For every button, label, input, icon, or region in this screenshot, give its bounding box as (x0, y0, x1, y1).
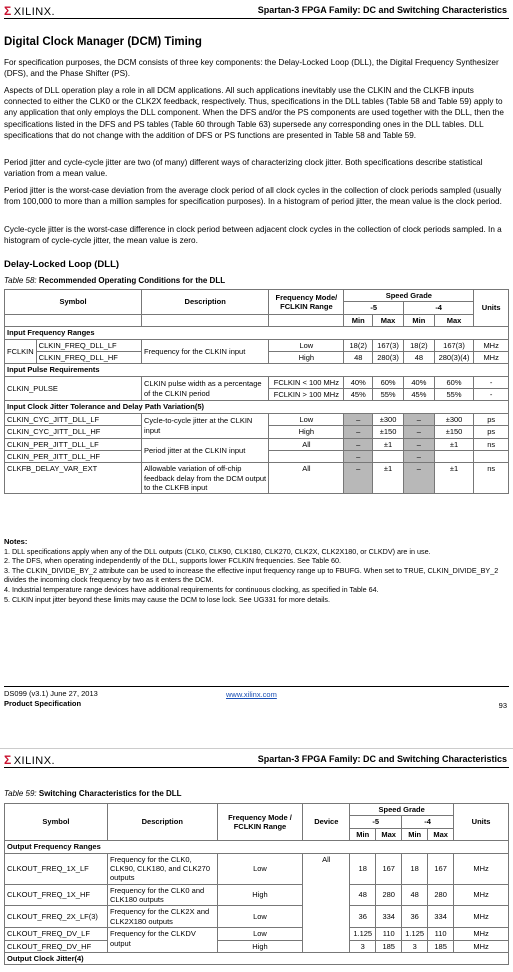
table-row: CLKOUT_FREQ_1X_LF Frequency for the CLK0, CLK90, CLK180, and CLK270 outputs Low All 18 167 18 167 MHz (5, 853, 509, 884)
col-units: Units (474, 290, 509, 327)
table58-notes (4, 537, 509, 604)
page-94 (0, 748, 513, 972)
note-2: 2. The DFS, when operating independently of the DLL, supports lower FCLKIN frequencies. See Table 60. (4, 556, 341, 566)
table-row: CLKOUT_FREQ_1X_HF Frequency for the CLK0 and CLK180 outputs High 48 280 48 280 MHz (5, 884, 509, 906)
table58-caption: Table 58: Recommended Operating Conditions for the DLL (4, 276, 226, 285)
xilinx-mark-icon: Σ (4, 753, 12, 767)
section-row: Input Frequency Ranges (5, 327, 509, 339)
page-header (4, 3, 509, 19)
paragraph-5: Cycle-cycle jitter is the worst-case difference in clock period between adjacent clock cycles in the collection of clock periods sampled. In a histogram of cycle-cycle jitter, the mean value is zero. (4, 225, 502, 246)
footer-rule (4, 686, 509, 687)
table-row: CLKIN_PER_JITT_DLL_HF – – (5, 450, 509, 462)
col-symbol: Symbol (5, 804, 108, 841)
table-row: CLKOUT_FREQ_DV_LF Frequency for the CLKDV output Low 1.125 110 1.125 110 MHz (5, 928, 509, 940)
section-row: Input Clock Jitter Tolerance and Delay Path Variation(5) (5, 401, 509, 413)
table-row: CLKOUT_FREQ_DV_HF High 3 185 3 185 MHz (5, 940, 509, 952)
table-row: CLKIN_PULSE CLKIN pulse width as a percentage of the CLKIN period FCLKIN < 100 MHz 40% 60% 40% 60% - (5, 376, 509, 388)
table-row: CLKIN_PER_JITT_DLL_LF Period jitter at the CLKIN input All – ±1 – ±1 ns (5, 438, 509, 450)
table-row: CLKFB_DELAY_VAR_EXT Allowable variation of off-chip feedback delay from the DCM output to the CLKFB input All – ±1 – ±1 ns (5, 463, 509, 494)
col-description: Description (107, 804, 217, 841)
header-title: Spartan-3 FPGA Family: DC and Switching Characteristics (257, 5, 507, 15)
col-speed-grade: Speed Grade (344, 290, 474, 302)
notes-title: Notes: (4, 537, 28, 546)
table59: Symbol Description Frequency Mode / FCLKIN Range Device Speed Grade Units -5 -4 Min Max Min Max Output Frequency Ranges CLKOUT_FREQ_1X_LF Frequency for the CLK0, CLK90, CLK180, and CLK270 outputs Low All 18 167 18 167 MHz CLKOUT_FREQ_1X_HF Frequency for the CLK0 and CLK180 outputs High 48 280 48 280 MHz CLKOUT_FREQ_2X_LF(3) Frequency for the CLK2X and CLK2X180 outputs Low 36 334 36 334 MHz CLKOUT_FREQ_DV_LF Frequency for the CLKDV output Low 1.125 110 1.125 110 MHz CLKOUT_FREQ_DV_HF High 3 185 3 185 MHz Output Clock Jitter(4) (4, 803, 509, 965)
xilinx-mark-icon: Σ (4, 4, 12, 18)
table-header-row (5, 290, 509, 302)
paragraph-4: Period jitter is the worst-case deviation from the average clock period of all clock cycles in the collection of clock periods sampled (usually from 100,000 to more than a million samples for specification purposes). In a histogram of period jitter, the mean value is the clock period. (4, 186, 502, 207)
table59-caption: Table 59: Switching Characteristics for the DLL (4, 789, 182, 798)
note-3: 3. The CLKIN_DIVIDE_BY_2 attribute can be used to increase the effective input frequency range up to FBUFG. When set to TRUE, CLKIN_DIVIDE_BY_2 divides the incoming clock frequency by two as it enters the DCM. (4, 565, 499, 585)
subsection-title: Delay-Locked Loop (DLL) (4, 259, 120, 270)
col-freq-mode: Frequency Mode/ FCLKIN Range (269, 290, 344, 315)
col-device: Device (303, 804, 350, 841)
col-freq-mode: Frequency Mode / FCLKIN Range (217, 804, 303, 841)
table-row: CLKIN_CYC_JITT_DLL_LF Cycle-to-cycle jitter at the CLKIN input Low – ±300 – ±300 ps (5, 413, 509, 425)
table-row: CLKIN_FREQ_DLL_HF High 48 280(3) 48 280(3)(4) MHz (5, 351, 509, 363)
page-number: 93 (498, 701, 507, 710)
note-1: 1. DLL specifications apply when any of the DLL outputs (CLK0, CLK90, CLK180, CLK270, CLK2X, CLK2X180, or CLKDV) are in use. (4, 546, 431, 556)
table-row: CLKIN_CYC_JITT_DLL_HF High – ±150 – ±150 ps (5, 426, 509, 438)
footer-doc-info: DS099 (v3.1) June 27, 2013 Product Specification (4, 689, 98, 708)
table-row: CLKOUT_FREQ_2X_LF(3) Frequency for the CLK2X and CLK2X180 outputs Low 36 334 36 334 MHz (5, 906, 509, 928)
section-row: Output Clock Jitter(4) (5, 952, 509, 964)
paragraph-1: For specification purposes, the DCM consists of three key components: the Delay-Locked Loop (DLL), the Digital Frequency Synthesizer (DFS), and the Phase Shifter (PS). (4, 58, 499, 79)
paragraph-2: Aspects of DLL operation play a role in all DCM applications. All such applications inevitably use the CLKIN and the CLKFB inputs connected to either the CLK0 or the CLK2X feedback, respectively. Thus, specifications in the DLL tables (Table 58 and Table 59) apply to any application that only employs the DLL component. When the DFS and/or the PS components are used together with the DLL, then the specifications listed in the DFS and PS tables (Table 60 through Table 63) supersede any corresponding ones in the DLL tables. DLL specifications that do not change with the addition of DFS or PS functions are presented in Table 58 and Table 59. (4, 86, 504, 140)
table-row: FCLKIN > 100 MHz 45% 55% 45% 55% - (5, 389, 509, 401)
col-speed-grade: Speed Grade (350, 804, 454, 816)
xilinx-logo: Σ XILINX. (4, 753, 56, 767)
note-4: 4. Industrial temperature range devices have additional requirements for continuous clocking, as specified in Table 64. (4, 584, 379, 594)
section-row: Output Frequency Ranges (5, 841, 509, 853)
col-symbol: Symbol (5, 290, 142, 315)
footer-url-link[interactable]: www.xilinx.com (226, 690, 277, 699)
col-description: Description (141, 290, 268, 315)
table-row: FCLKIN CLKIN_FREQ_DLL_LF Frequency for the CLKIN input Low 18(2) 167(3) 18(2) 167(3) MHz (5, 339, 509, 351)
xilinx-logo: Σ XILINX. (4, 4, 56, 18)
paragraph-3: Period jitter and cycle-cycle jitter are two (of many) different ways of characterizing clock jitter. Both specifications describe statistical variation from a mean value. (4, 158, 483, 179)
page-header (4, 752, 509, 768)
header-title: Spartan-3 FPGA Family: DC and Switching Characteristics (257, 754, 507, 764)
note-5: 5. CLKIN input jitter beyond these limits may cause the DCM to lose lock. See UG331 for more details. (4, 594, 330, 604)
table58: Symbol Description Frequency Mode/ FCLKIN Range Speed Grade Units -5 -4 Min Max Min Max Input Frequency Ranges FCLKIN CLKIN_FREQ_DLL_LF Frequency for the CLKIN input Low 18(2) 167(3) 18(2) 167(3) MHz CLKIN_FREQ_DLL_HF High 48 280(3) 48 280(3)(4) MHz Input Pulse Requirements CLKIN_PULSE CLKIN pulse width as a percentage of the CLKIN period FCLKIN < 100 MHz 40% 60% 40% 60% - FCLKIN > 100 MHz 45% 55% 45% 55% - Input Clock Jitter Tolerance and Delay Path Variation(5) CLKIN_CYC_JITT_DLL_LF Cycle-to-cycle jitter at the CLKIN input Low – ±300 – ±300 ps CLKIN_CYC_JITT_DLL_HF High – ±150 – ±150 ps CLKIN_PER_JITT_DLL_LF Period jitter at the CLKIN input All – ±1 – ±1 ns CLKIN_PER_JITT_DLL_HF – – CLKFB_DELAY_VAR_EXT Allowable variation of off-chip feedback delay from the DCM output to the CLKFB input All – ±1 – ±1 ns (4, 289, 509, 494)
col-units: Units (454, 804, 509, 841)
section-row: Input Pulse Requirements (5, 364, 509, 376)
section-title: Digital Clock Manager (DCM) Timing (4, 36, 202, 48)
